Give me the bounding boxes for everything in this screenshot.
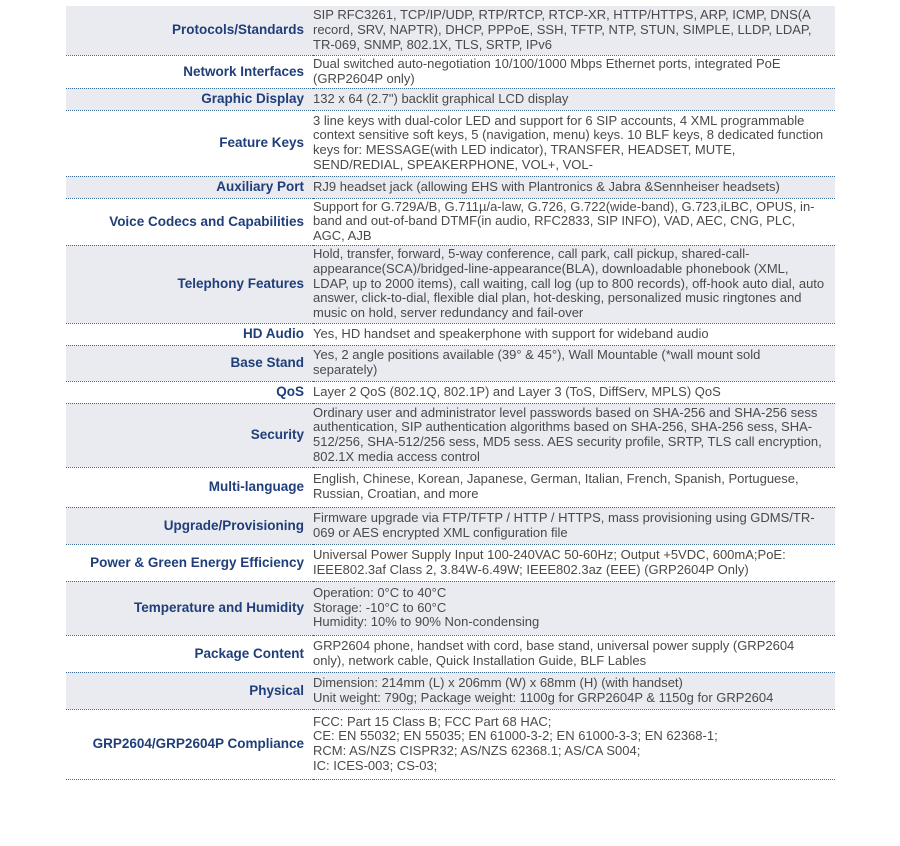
spec-value-line: FCC: Part 15 Class B; FCC Part 68 HAC; xyxy=(313,713,552,729)
spec-value-line: GRP2604 phone, handset with cord, base stand, universal power supply (GRP2604 only), network cable, Quick Installation Guide, BLF Lables xyxy=(313,637,795,668)
spec-label: GRP2604/GRP2604P Compliance xyxy=(66,709,313,779)
spec-label: Package Content xyxy=(66,635,313,672)
spec-label: Physical xyxy=(66,672,313,709)
spec-value xyxy=(313,403,835,467)
spec-value xyxy=(313,88,835,110)
spec-value xyxy=(313,110,835,176)
spec-value xyxy=(313,672,835,709)
spec-value xyxy=(313,245,835,323)
spec-label: Power & Green Energy Efficiency xyxy=(66,544,313,581)
spec-value xyxy=(313,55,835,88)
spec-label: Voice Codecs and Capabilities xyxy=(66,198,313,245)
spec-label: Base Stand xyxy=(66,345,313,381)
spec-label: HD Audio xyxy=(66,323,313,345)
spec-value xyxy=(313,544,835,581)
spec-value-line: Unit weight: 790g; Package weight: 1100g for GRP2604P & 1150g for GRP2604 xyxy=(313,689,774,705)
spec-value-line: Layer 2 QoS (802.1Q, 802.1P) and Layer 3 (ToS, DiffServ, MPLS) QoS xyxy=(313,383,721,399)
spec-value-line: Universal Power Supply Input 100-240VAC 50-60Hz; Output +5VDC, 600mA;PoE: IEEE802.3af Class 2, 3.84W-6.49W; IEEE802.3az (EEE) (GRP2604P Only) xyxy=(313,546,786,577)
spec-row xyxy=(66,88,835,110)
spec-value-line: 3 line keys with dual-color LED and support for 6 SIP accounts, 4 XML programmable context sensitive soft keys, 5 (navigation, menu) keys. 10 BLF keys, 8 dedicated function keys for: MESSAGE(with LED indicator), TRANSFER, HEADSET, MUTE, SEND/REDIAL, SPEAKERPHONE, VOL+, VOL- xyxy=(313,112,824,172)
spec-value-line: Hold, transfer, forward, 5-way conference, call park, call pickup, shared-call-appearance(SCA)/bridged-line-appearance(BLA), downloadable phonebook (XML, LDAP, up to 2000 items), call waiting, call log (up to 800 records), off-hook auto dial, auto answer, click-to-dial, flexible dial plan, hot-desking, personalized music ringtones and music on hold, server redundancy and fail-over xyxy=(313,246,825,321)
spec-label: Telephony Features xyxy=(66,245,313,323)
spec-value xyxy=(313,709,835,779)
spec-row xyxy=(66,6,835,55)
spec-label: Multi-language xyxy=(66,467,313,507)
spec-value-line: Firmware upgrade via FTP/TFTP / HTTP / HTTPS, mass provisioning using GDMS/TR-069 or AES encrypted XML configuration file xyxy=(313,509,815,540)
spec-value-line: RJ9 headset jack (allowing EHS with Plantronics & Jabra &Sennheiser headsets) xyxy=(313,178,780,194)
spec-value-line: Ordinary user and administrator level passwords based on SHA-256 and SHA-256 sess authentication, SIP authentication algorithms based on SHA-256, SHA-256 sess, SHA-512/256, SHA-512/256 sess, MD5 sess. AES security profile, SRTP, TLS call encryption, 802.1X media access control xyxy=(313,404,822,464)
spec-label: Graphic Display xyxy=(66,88,313,110)
spec-value-line: Storage: -10°C to 60°C xyxy=(313,599,447,615)
spec-value xyxy=(313,198,835,245)
spec-row xyxy=(66,467,835,507)
spec-value-line: Dimension: 214mm (L) x 206mm (W) x 68mm (H) (with handset) xyxy=(313,674,683,690)
spec-row xyxy=(66,403,835,467)
spec-value-line: Yes, 2 angle positions available (39° & 45°), Wall Mountable (*wall mount sold separately) xyxy=(313,347,761,378)
spec-row xyxy=(66,110,835,176)
spec-value xyxy=(313,507,835,544)
spec-value-line: IC: ICES-003; CS-03; xyxy=(313,757,438,773)
spec-value xyxy=(313,467,835,507)
spec-row xyxy=(66,381,835,403)
spec-row xyxy=(66,672,835,709)
spec-value-line: 132 x 64 (2.7") backlit graphical LCD display xyxy=(313,90,569,106)
spec-row xyxy=(66,176,835,198)
spec-row xyxy=(66,709,835,779)
spec-value-line: Yes, HD handset and speakerphone with support for wideband audio xyxy=(313,325,709,341)
spec-label: Network Interfaces xyxy=(66,55,313,88)
spec-value-line: CE: EN 55032; EN 55035; EN 61000-3-2; EN 61000-3-3; EN 62368-1; xyxy=(313,728,718,744)
spec-value xyxy=(313,176,835,198)
spec-label: Temperature and Humidity xyxy=(66,581,313,635)
spec-value xyxy=(313,635,835,672)
spec-value xyxy=(313,581,835,635)
spec-value xyxy=(313,345,835,381)
spec-row xyxy=(66,245,835,323)
spec-label: Security xyxy=(66,403,313,467)
spec-value-line: RCM: AS/NZS CISPR32; AS/NZS 62368.1; AS/CA S004; xyxy=(313,743,641,759)
spec-label: QoS xyxy=(66,381,313,403)
spec-value xyxy=(313,381,835,403)
spec-value-line: Support for G.729A/B, G.711µ/a-law, G.726, G.722(wide-band), G.723,iLBC, OPUS, in- band and out-of-band DTMF(in audio, RFC2833, SIP INFO), VAD, AEC, CNG, PLC, AGC, AJB xyxy=(313,198,815,243)
spec-label: Feature Keys xyxy=(66,110,313,176)
spec-row xyxy=(66,198,835,245)
spec-label: Upgrade/Provisioning xyxy=(66,507,313,544)
spec-value xyxy=(313,6,835,55)
spec-label: Protocols/Standards xyxy=(66,6,313,55)
spec-row xyxy=(66,345,835,381)
spec-value-line: English, Chinese, Korean, Japanese, German, Italian, French, Spanish, Portuguese, Russian, Croatian, and more xyxy=(313,471,799,502)
spec-value xyxy=(313,323,835,345)
spec-table xyxy=(66,6,835,780)
spec-row xyxy=(66,581,835,635)
spec-row xyxy=(66,323,835,345)
spec-value-line: SIP RFC3261, TCP/IP/UDP, RTP/RTCP, RTCP-XR, HTTP/HTTPS, ARP, ICMP, DNS(A record, SRV, NAPTR), DHCP, PPPoE, SSH, TFTP, NTP, STUN, SIMPLE, LLDP, LDAP, TR-069, SNMP, 802.1X, TLS, SRTP, IPv6 xyxy=(313,7,812,52)
spec-label: Auxiliary Port xyxy=(66,176,313,198)
spec-row xyxy=(66,55,835,88)
spec-value-line: Dual switched auto-negotiation 10/100/1000 Mbps Ethernet ports, integrated PoE (GRP2604P only) xyxy=(313,55,781,86)
spec-row xyxy=(66,635,835,672)
spec-row xyxy=(66,507,835,544)
spec-value-line: Operation: 0°C to 40°C xyxy=(313,585,447,601)
spec-table-body xyxy=(66,6,835,779)
spec-row xyxy=(66,544,835,581)
spec-value-line: Humidity: 10% to 90% Non-condensing xyxy=(313,614,540,630)
